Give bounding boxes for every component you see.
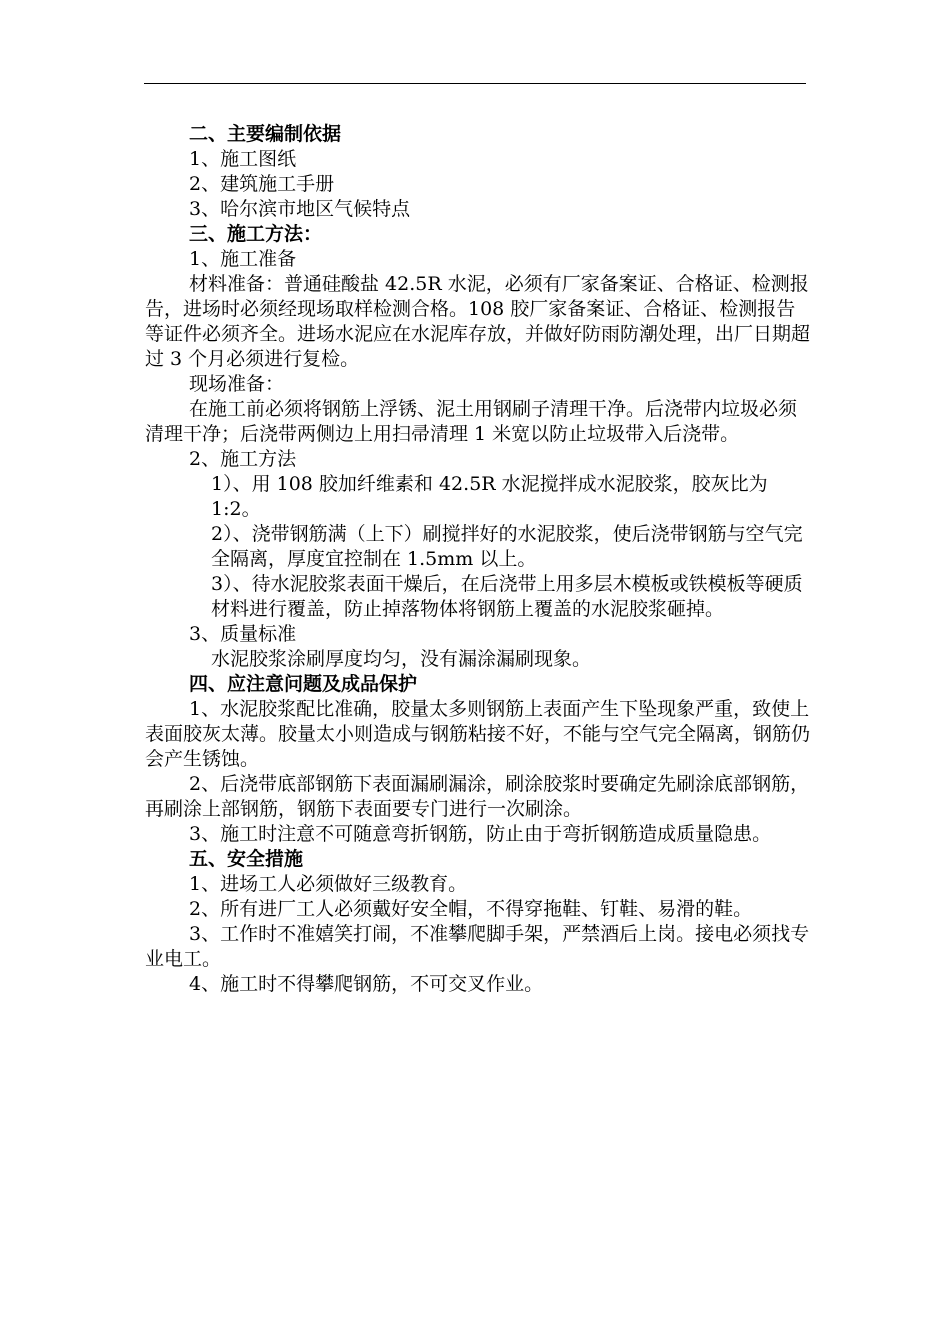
list-item: 1、施工图纸 xyxy=(189,148,297,170)
document-body xyxy=(145,122,810,997)
paragraph-note: 2、后浇带底部钢筋下表面漏刷漏涂，刷涂胶浆时要确定先刷涂底部钢筋，再刷涂上部钢筋，钢筋下表面要专门进行一次刷涂。 xyxy=(145,773,810,820)
paragraph-note: 1、水泥胶浆配比准确，胶量太多则钢筋上表面产生下坠现象严重，致使上表面胶灰太薄。胶量太小则造成与钢筋粘接不好，不能与空气完全隔离，钢筋仍会产生锈蚀。 xyxy=(145,698,811,770)
paragraph-site-prep: 在施工前必须将钢筋上浮锈、泥土用钢刷子清理干净。后浇带内垃圾必须清理干净；后浇带两侧边上用扫帚清理 1 米宽以防止垃圾带入后浇带。 xyxy=(145,398,798,445)
method-step: 2）、浇带钢筋满（上下）刷搅拌好的水泥胶浆，使后浇带钢筋与空气完全隔离，厚度宜控制在 1.5mm 以上。 xyxy=(211,523,803,570)
subsection-heading: 3、质量标准 xyxy=(189,623,297,645)
subsection-heading: 1、施工准备 xyxy=(189,248,297,270)
section-heading-notes: 四、应注意问题及成品保护 xyxy=(189,673,418,695)
safety-item: 4、施工时不得攀爬钢筋，不可交叉作业。 xyxy=(189,973,544,995)
header-rule xyxy=(144,83,806,84)
safety-item: 3、工作时不准嬉笑打闹，不准攀爬脚手架，严禁酒后上岗。接电必须找专业电工。 xyxy=(145,923,810,970)
section-heading-method: 三、施工方法： xyxy=(189,223,323,245)
paragraph-site-prep-label: 现场准备： xyxy=(189,373,285,395)
list-item: 2、建筑施工手册 xyxy=(189,173,335,195)
paragraph-quality: 水泥胶浆涂刷厚度均匀，没有漏涂漏刷现象。 xyxy=(211,648,592,670)
method-step: 3）、待水泥胶浆表面干燥后，在后浇带上用多层木模板或铁模板等硬质材料进行覆盖，防止掉落物体将钢筋上覆盖的水泥胶浆砸掉。 xyxy=(211,573,803,620)
safety-item: 1、进场工人必须做好三级教育。 xyxy=(189,873,468,895)
list-item: 3、哈尔滨市地区气候特点 xyxy=(189,198,411,220)
safety-item: 2、所有进厂工人必须戴好安全帽，不得穿拖鞋、钉鞋、易滑的鞋。 xyxy=(189,898,753,920)
paragraph-material-prep: 材料准备：普通硅酸盐 42.5R 水泥，必须有厂家备案证、合格证、检测报告，进场时必须经现场取样检测合格。108 胶厂家备案证、合格证、检测报告等证件必须齐全。进场水泥应在水泥库存放，并做好防雨防潮处理，出厂日期超过 3 个月必须进行复检。 xyxy=(145,273,811,370)
section-heading-basis: 二、主要编制依据 xyxy=(189,123,342,145)
section-heading-safety: 五、安全措施 xyxy=(189,848,304,870)
paragraph-note: 3、施工时注意不可随意弯折钢筋，防止由于弯折钢筋造成质量隐患。 xyxy=(189,823,772,845)
subsection-heading: 2、施工方法 xyxy=(189,448,297,470)
method-step: 1）、用 108 胶加纤维素和 42.5R 水泥搅拌成水泥胶浆，胶灰比为 1:2。 xyxy=(211,473,768,520)
